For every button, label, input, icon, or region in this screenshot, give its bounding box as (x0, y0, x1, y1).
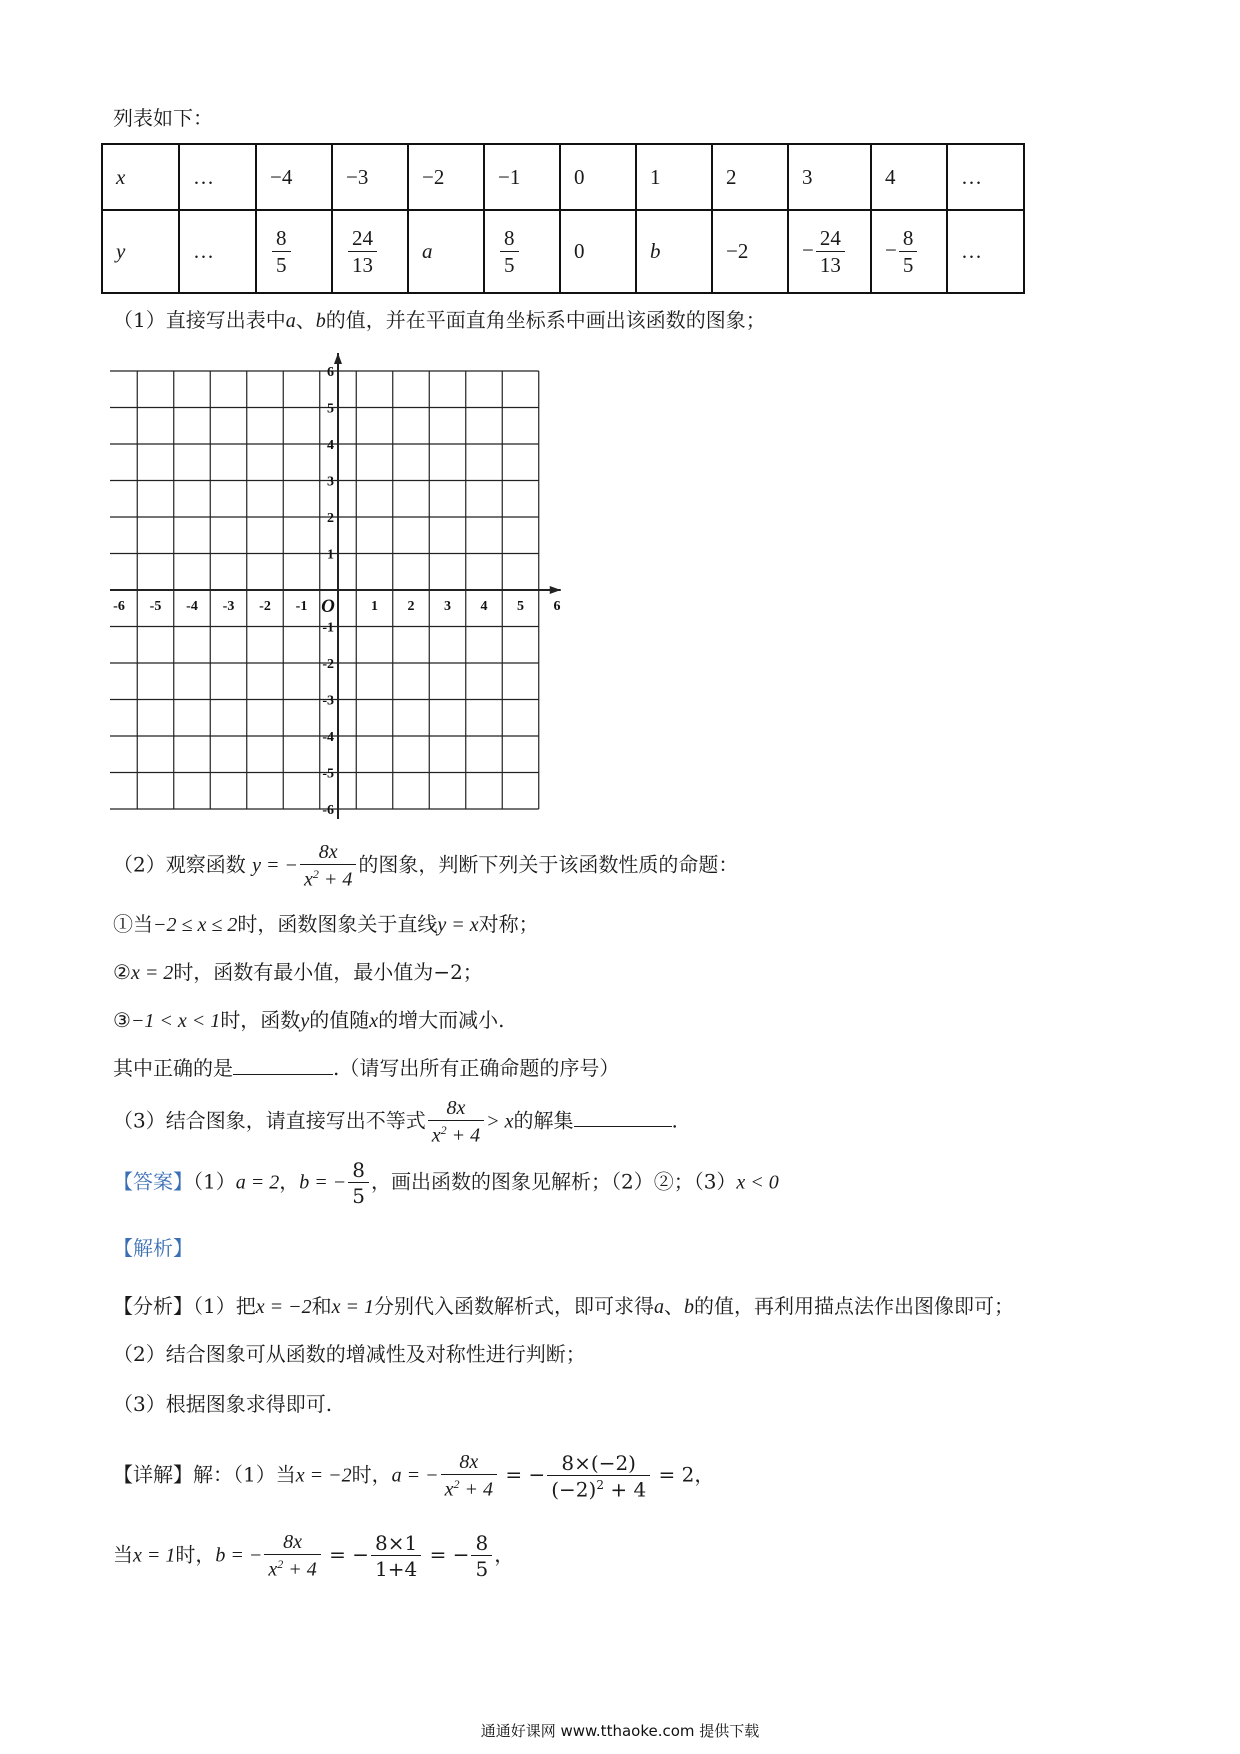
page-footer: 通通好课网 www.tthaoke.com 提供下载 (480, 1722, 760, 1740)
detail-l2-eq2: = − (423, 1542, 470, 1567)
x-tick-label: 2 (407, 599, 415, 614)
p3-mid: 时，函数 (220, 1008, 301, 1032)
detail-l2-frac2 (371, 1530, 421, 1581)
q3-frac-num: 8x (428, 1098, 484, 1121)
table-cell: 4 (871, 144, 947, 210)
y-tick-label: -4 (322, 730, 334, 745)
table-row-y (102, 210, 1024, 293)
p1-line: y = x (437, 914, 479, 936)
tick-labels (113, 365, 560, 818)
y-tick-label: 3 (327, 474, 334, 490)
table-fraction (348, 225, 377, 277)
origin-label: O (321, 596, 335, 617)
axes (110, 353, 561, 819)
frac-den: 13 (819, 252, 841, 277)
answer-b-num: 8 (348, 1160, 369, 1183)
y-tick-label: 6 (327, 365, 334, 380)
answer-p1: （1） (193, 1169, 236, 1194)
p3-y: y (300, 1010, 310, 1032)
y-tick-label: -6 (322, 803, 334, 818)
analysis-tag: 【解析】 (113, 1236, 193, 1260)
detail-l1-f1-exp: 2 (453, 1477, 460, 1491)
q2-den-base: x (303, 868, 313, 891)
q2-fraction (300, 842, 356, 890)
table-row-x (102, 144, 1024, 210)
y-tick-label: 5 (327, 401, 334, 417)
frac-num: 24 (348, 228, 377, 252)
q1-var-a: a (285, 310, 296, 332)
x-tick-label: -5 (149, 599, 162, 614)
table-cell (256, 210, 332, 293)
frac-num: 8 (899, 228, 918, 252)
answer-tag: 【答案】 (113, 1169, 193, 1194)
q1-prefix: （1）直接写出表中 (113, 308, 286, 332)
proposition-3 (113, 1006, 504, 1035)
table-fraction (899, 225, 918, 277)
detail-l1-f2-exp: 2 (596, 1477, 604, 1492)
detail-l1-res: = 2 (652, 1462, 695, 1487)
table-cell: 2 (712, 144, 788, 210)
table-cell: 1 (636, 144, 712, 210)
detail-l1-f1-num: 8x (441, 1452, 497, 1475)
table-cell: 0 (560, 144, 636, 210)
fenxi-post: 的值，再利用描点法作出图像即可； (693, 1294, 1014, 1318)
fenxi-a: a (653, 1296, 664, 1318)
p1-mid: 时，函数图象关于直线 (237, 912, 438, 936)
coordinate-grid (110, 350, 600, 820)
fenxi-m2: x = 1 (331, 1296, 374, 1318)
fenxi-sep: 、 (663, 1294, 684, 1318)
frac-den: 13 (352, 252, 373, 277)
detail-l2-f1-exp: 2 (277, 1557, 284, 1571)
detail-l1-pre: 解：（1）当 (193, 1462, 296, 1487)
q3-frac-den (428, 1121, 484, 1146)
p2-mid: 时，函数有最小值，最小值为 (173, 960, 434, 984)
detail-line-2 (113, 1532, 514, 1580)
table-cell: −2 (712, 210, 788, 293)
x-tick-label: -6 (113, 599, 125, 614)
table-cell: 3 (788, 144, 871, 210)
p2-post: ； (462, 960, 483, 984)
q2-frac-num: 8x (300, 842, 356, 865)
p3-x: x (369, 1010, 379, 1032)
x-tick-label: 6 (553, 599, 561, 614)
y-tick-label: 2 (327, 511, 334, 526)
detail-l2-f3-den: 5 (475, 1556, 489, 1581)
q3-den-exp: 2 (440, 1123, 447, 1137)
p1-post: 对称； (478, 912, 539, 936)
q1-sep: 、 (295, 308, 316, 332)
answer-b-den: 5 (352, 1184, 365, 1208)
fenxi-line-3: （3）根据图象求得即可. (113, 1392, 333, 1416)
q3-rel: > x (486, 1110, 514, 1133)
x-tick-label: 4 (480, 599, 488, 614)
table-cell: −3 (332, 144, 408, 210)
fenxi-pre: （1）把 (193, 1294, 256, 1318)
question-3 (113, 1098, 678, 1146)
answer-a: a = 2 (235, 1171, 280, 1194)
question-2 (113, 842, 738, 890)
table-cell: −4 (256, 144, 332, 210)
detail-l1-end: ， (694, 1462, 715, 1487)
q1-var-b: b (315, 310, 326, 332)
q2-prefix: （2）观察函数 (113, 852, 246, 877)
table-cell: −2 (408, 144, 484, 210)
p2-pre: ② (113, 960, 131, 984)
y-tick-label: -2 (322, 657, 334, 672)
x-tick-label: 1 (371, 599, 378, 614)
frac-den: 5 (504, 252, 515, 277)
table-cell: a (408, 210, 484, 293)
frac-den: 5 (902, 252, 914, 277)
detail-l2-f1-num: 8x (264, 1532, 320, 1555)
q3-suffix: 的解集 (513, 1108, 574, 1133)
table-cell: x (102, 144, 179, 210)
table-cell: … (179, 210, 256, 293)
value-table (101, 143, 1025, 294)
p1-math: −2 ≤ x ≤ 2 (153, 914, 238, 936)
q2-den-exp: 2 (312, 867, 319, 881)
q3-fraction (428, 1098, 484, 1146)
detail-l2-frac1 (264, 1532, 320, 1580)
x-tick-label: -3 (222, 599, 235, 614)
frac-num: 8 (500, 228, 519, 252)
detail-l2-f1-den (264, 1555, 320, 1580)
table-cell (484, 210, 560, 293)
p3-pre: ③ (113, 1008, 131, 1032)
answer-b-fraction (348, 1160, 369, 1206)
table-cell: b (636, 210, 712, 293)
answer-line (113, 1160, 779, 1206)
table-cell: 0 (560, 210, 636, 293)
x-tick-label: 3 (444, 599, 451, 614)
p2-val: −2 (433, 960, 463, 984)
answer-p2: ，画出函数的图象见解析；（2）②；（3） (370, 1169, 737, 1194)
q2-frac-den (300, 865, 356, 890)
p3-mid2: 的值随 (309, 1008, 370, 1032)
detail-l2-end: ， (494, 1542, 515, 1567)
q3-den-tail: + 4 (446, 1124, 481, 1147)
q2-ask-pre: 其中正确的是 (113, 1056, 233, 1080)
table-cell (871, 210, 947, 293)
x-tick-label: -1 (295, 599, 308, 614)
table-cell (788, 210, 871, 293)
x-axis-arrow (550, 586, 561, 594)
detail-l2-f2-den: 1+4 (375, 1556, 418, 1581)
detail-l2-f3-num: 8 (471, 1533, 492, 1556)
answer-comma: ， (279, 1169, 300, 1194)
fenxi-line-1 (113, 1292, 1014, 1321)
q3-den-base: x (431, 1124, 441, 1147)
q2-ask-post: .（请写出所有正确命题的序号） (333, 1056, 620, 1080)
y-tick-label: -1 (322, 620, 334, 636)
p3-math: −1 < x < 1 (130, 1010, 221, 1032)
detail-l1-cond: x = −2 (295, 1464, 352, 1487)
fenxi-tag: 【分析】 (113, 1294, 193, 1318)
y-tick-label: -5 (322, 766, 334, 782)
detail-l1-f2-num: 8×(−2) (547, 1453, 650, 1476)
detail-l1-f1-den (441, 1475, 497, 1500)
detail-l1-frac1 (441, 1452, 497, 1500)
y-tick-label: 1 (327, 547, 334, 563)
detail-l1-eq: = − (499, 1462, 546, 1487)
p1-pre: ①当 (113, 912, 153, 936)
q3-answer-blank (574, 1106, 672, 1127)
proposition-2 (113, 958, 483, 987)
table-cell: … (179, 144, 256, 210)
table-cell (332, 210, 408, 293)
q2-ask (113, 1054, 619, 1082)
table-fraction (500, 225, 519, 277)
detail-l2-f1-base: x (268, 1558, 278, 1581)
answer-solution: x < 0 (736, 1171, 779, 1194)
x-tick-label: -4 (186, 599, 198, 614)
detail-line-1 (113, 1452, 714, 1500)
fenxi-b: b (683, 1296, 694, 1318)
q2-suffix: 的图象，判断下列关于该函数性质的命题： (358, 852, 739, 877)
detail-l1-lhs: a = − (391, 1464, 439, 1487)
detail-l2-cond: x = 1 (133, 1544, 176, 1567)
detail-l1-f1-base: x (444, 1478, 454, 1501)
detail-l2-f1-tail: + 4 (283, 1558, 317, 1581)
proposition-1 (113, 910, 539, 939)
detail-l2-eq: = − (322, 1542, 369, 1567)
detail-l1-f2-base: (−2) (551, 1477, 597, 1502)
question-1 (113, 306, 766, 335)
x-tick-label: 5 (517, 599, 524, 614)
fenxi-mid: 分别代入函数解析式，即可求得 (373, 1294, 654, 1318)
detail-l1-f1-tail: + 4 (459, 1478, 493, 1501)
detail-l1-f2-den (547, 1476, 650, 1500)
table-fraction (816, 225, 845, 277)
detail-l1-f2-tail: + 4 (603, 1477, 647, 1502)
fenxi-and: 和 (311, 1294, 332, 1318)
y-axis-arrow (334, 353, 342, 364)
table-cell: y (102, 210, 179, 293)
y-tick-label: 4 (327, 438, 334, 453)
frac-num: 8 (272, 228, 291, 252)
frac-num: 24 (816, 228, 845, 252)
frac-sign: − (885, 237, 897, 262)
y-tick-label: -3 (322, 693, 334, 709)
detail-l2-f2-num: 8×1 (371, 1533, 421, 1556)
fenxi-m1: x = −2 (255, 1296, 312, 1318)
table-cell: −1 (484, 144, 560, 210)
table-fraction (272, 225, 291, 277)
detail-l2-lhs: b = − (215, 1544, 263, 1567)
table-cell: … (947, 210, 1024, 293)
q2-answer-blank (233, 1054, 333, 1075)
table-cell: … (947, 144, 1024, 210)
intro-text: 列表如下： (113, 106, 213, 130)
detail-l1-when: 时， (351, 1462, 392, 1487)
q3-end: . (671, 1108, 678, 1133)
q2-den-tail: + 4 (318, 868, 353, 891)
p3-post: 的增大而减小. (378, 1008, 505, 1032)
detail-tag: 【详解】 (113, 1462, 193, 1487)
detail-l1-frac2 (547, 1450, 650, 1502)
detail-l2-pre: 当 (113, 1542, 133, 1567)
answer-b: b = − (299, 1171, 347, 1194)
frac-den: 5 (276, 252, 287, 277)
frac-sign: − (802, 237, 814, 262)
q1-suffix: 的值，并在平面直角坐标系中画出该函数的图象； (325, 308, 766, 332)
q2-func-lhs: y = − (252, 854, 298, 877)
fenxi-line-2: （2）结合图象可从函数的增减性及对称性进行判断； (113, 1342, 586, 1366)
x-tick-label: -2 (259, 599, 271, 614)
q3-prefix: （3）结合图象，请直接写出不等式 (113, 1108, 426, 1133)
detail-l2-when: 时， (175, 1542, 216, 1567)
p2-math: x = 2 (130, 962, 174, 984)
detail-l2-frac3 (471, 1530, 492, 1581)
